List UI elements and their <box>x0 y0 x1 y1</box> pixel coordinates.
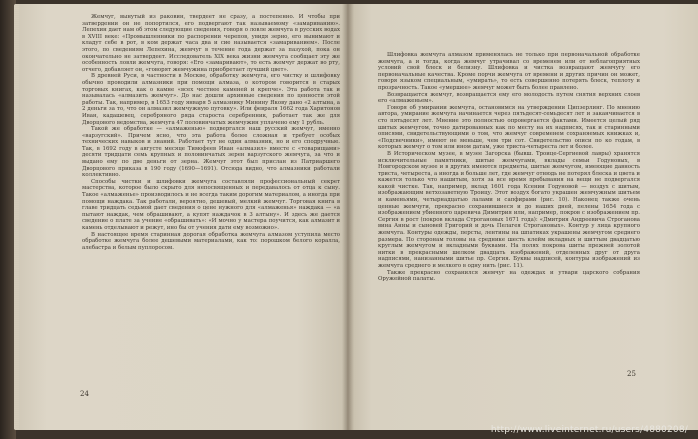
paragraph: Жемчуг, вынутый из раковин, твердеет не сразу, а постепенно. И чтобы при затвердении он не попортился, его подвергают так называемому «замариванию». Лепехин дает нам об этом следующие сведения, говоря о ловле жемчуга в русских водах в XVIII веке: «Промышленники по распорении черепов, увидя зерно, его вынимают и кладут себе в рот, в ком держат часа два и сие называется «замариванием». После этого, по сведениям Лепехина, жемчуг в течение года держат за пазухой, пока он окончательно не затвердеет. Исследователь XIX века жизни жемчуга сообщает эту же особенность ловли жемчуга, говоря: «Его «замаривают», то есть жемчуг держат во рту, отчего, добавляет он, «говорят жемчужина приобретает лучший цвет». <box>82 14 340 73</box>
paragraph: В настоящее время старинная дорогая обработка жемчуга алмазом уступила место обработке жемчуга более дешевыми материалами, как то: порошком белого коралла, алебастра и белым пуплоросом. <box>82 231 340 251</box>
paragraph: Возвращается жемчуг, возвращается ему его молодость путем снятия верхних слоев его «алмаженьем». <box>378 91 640 105</box>
paragraph: Способы чистки и шлифовки жемчуга составляли профессиональный секрет мастерства, которое было скрыто для непосвященных и передавалось от отца к сыну. Такое «алмаженье» производилось и не всегда таким дорогим материалом, а иногда при помощи наждака. Так работали, вероятно, дешевый, мелкий жемчуг. Торговая книга в главе тридцать седьмой дает сведения о цене нужного для «алмаженья» наждака — «а пытают наждак, чем обрашивают, а купят наждачок в 3 алтыну». И здесь же дается сведение о плате за учение «обрашивать»: «И мочно у мастера поучится, как алмазит и камень отделывают и режут, ино бы от учения дати ему возможно». <box>82 178 340 231</box>
paragraph: Такой же обработке — «алмаженью» подвергался наш русский жемчуг, именно «варзугский». Причем ясно, что эта работа более сложная и требует особых технических навыков и знаний. Работает тут не один алмазник, но и его сподручные. Так, в 1692 году в августе месяце Тимофеев Иван «алмазил» вместе с «товарищами» десяти тридцати семь крупных и половинчатых зерен варзугского жемчуга, за что и выдано ему по две деньги от зерна. Жемчуг этот был прислан из Патриаршего Дворцового приказа в 190 году (1690—1691). Отсюда видно, что алмазники работали коллективно. <box>82 126 340 179</box>
right-page-text <box>378 52 640 283</box>
paragraph: В Историческом музее, в музее Загорска (бывш. Троице-Сергиевой лавры) хранятся исключительные памятники, шитые жемчугами, вклады семьи Годуновых, в Новгородском музее и в других имеются предметы, шитые жемчугом, имеющие давность триста, четыреста, а иногда и больше лет, где жемчуг отнюдь не потерял блеска и цвета и кажется только что нашитым, хотя за все время пребывания на вещи не подвергался какой чистке. Так, например, вклад 1601 года Ксении Годуновой — воздух с шитым, изображающим ветхозаветную Троицу. Этот воздух богато украшен жемчужным шитьем и каменьями, четырнадцатью лалами и сапфирами (рис. 10). Наконец также очень ценные жемчуги, прекрасно сохранившиеся и до наших дней, пелены 1654 года с изображением убиенного царевича Димитрия или, например, покров с изображением пр. Сергия в рост (покров вклада Строгановых 1671 года): «Дмитрия Андреевича Строганова вина Анны и сыновей Григорий и дочь Пелагея Строгановых». Контур у лица крупного жемчуга. Контуры одежды, персты, лентины на шпатиках украшены жемчугом среднего размера. По сторонам головы на среднике шесть клейм вкладных и шиттым двадцатью круглым жемчугом и вкладными буквами. На полях покрова шиты прежней золотой нитки в прекрасными шелком двадцать изображений, отделенных друг от друга надписями, нанизанными шитье пр. Сергия. Буквы надписей, контуры изображений из жемчуга среднего и мелкого в одну нить (рис. 11). <box>378 150 640 269</box>
book-gutter <box>342 4 354 430</box>
paragraph: Также прекрасно сохранился жемчуг на одеждах и утвари царского собрания Оружейной палаты. <box>378 269 640 283</box>
page-edges <box>14 4 19 430</box>
paragraph: В древней Руси, в частности в Москве, обработку жемчуга, его чистку и шлифовку обычно проводили алмазники при помощи алмаза, о котором говорится в старых торговых книгах, как о камне «всех честнее каменей и крепче». Эта работа так и называлась «алмазить жемчуг». До нас дошли архивные сведения по ценности этой работы. Так, например, в 1653 году января 5 алмазнику Минину Якову дано «2 алтына, а 2 деньги за то, что он алмазил жемчужную пуговку». Или февраля 1662 года Харитонов Иван, кадашевец, серебряного ряда староста серебренник, работает так же для Дворцового ведомства, жемчуга 47 половинчатых жемчужин уплачено ему 1 рубль. <box>82 73 340 126</box>
right-page <box>347 4 698 430</box>
page-number: 24 <box>80 390 89 398</box>
paragraph: Говоря об умирании жемчуга, остановимся на утверждении Ципзерлинг. По мнению автора, умирание жемчуга начинается через пятьдесят-семьдесят лет и заканчивается в сто пятьдесят лет. Мнение это полностью опровергается фактами. Имеется целый ряд шитых жемчугом, точно датированных как по месту на их надписях, так и старинными описями, свидетельствующими о том, что жемчуг современем сохраняемых книжках и, «Подсвечники», имеют не меньше, чем три сот. Свидетельство описи по ко годам, в которых жемчуг о том или ином датам, уже триста-четыреста лет и более. <box>378 104 640 151</box>
watermark-url: http://www.liveinternet.ru/users/4880208/ <box>490 425 688 435</box>
paragraph: Шлифовка жемчуга алмазом применялась не только при первоначальной обработке жемчуга, а и тогда, когда жемчуг утрачивал со временем или от неблагоприятных условий свой блеск и белизну. Шлифовка и чистка возвращают жемчугу его первоначальные качества. Кроме порчи жемчуга от времени и других причин он может, говоря языком специальным, «умирать», то есть совершенно потерять блеск, теплоту и прозрачность. Такое «умершее» жемчуг может быть более правлено. <box>378 52 640 91</box>
left-page <box>14 4 347 430</box>
page-number: 25 <box>627 370 636 378</box>
left-page-text <box>82 14 340 251</box>
